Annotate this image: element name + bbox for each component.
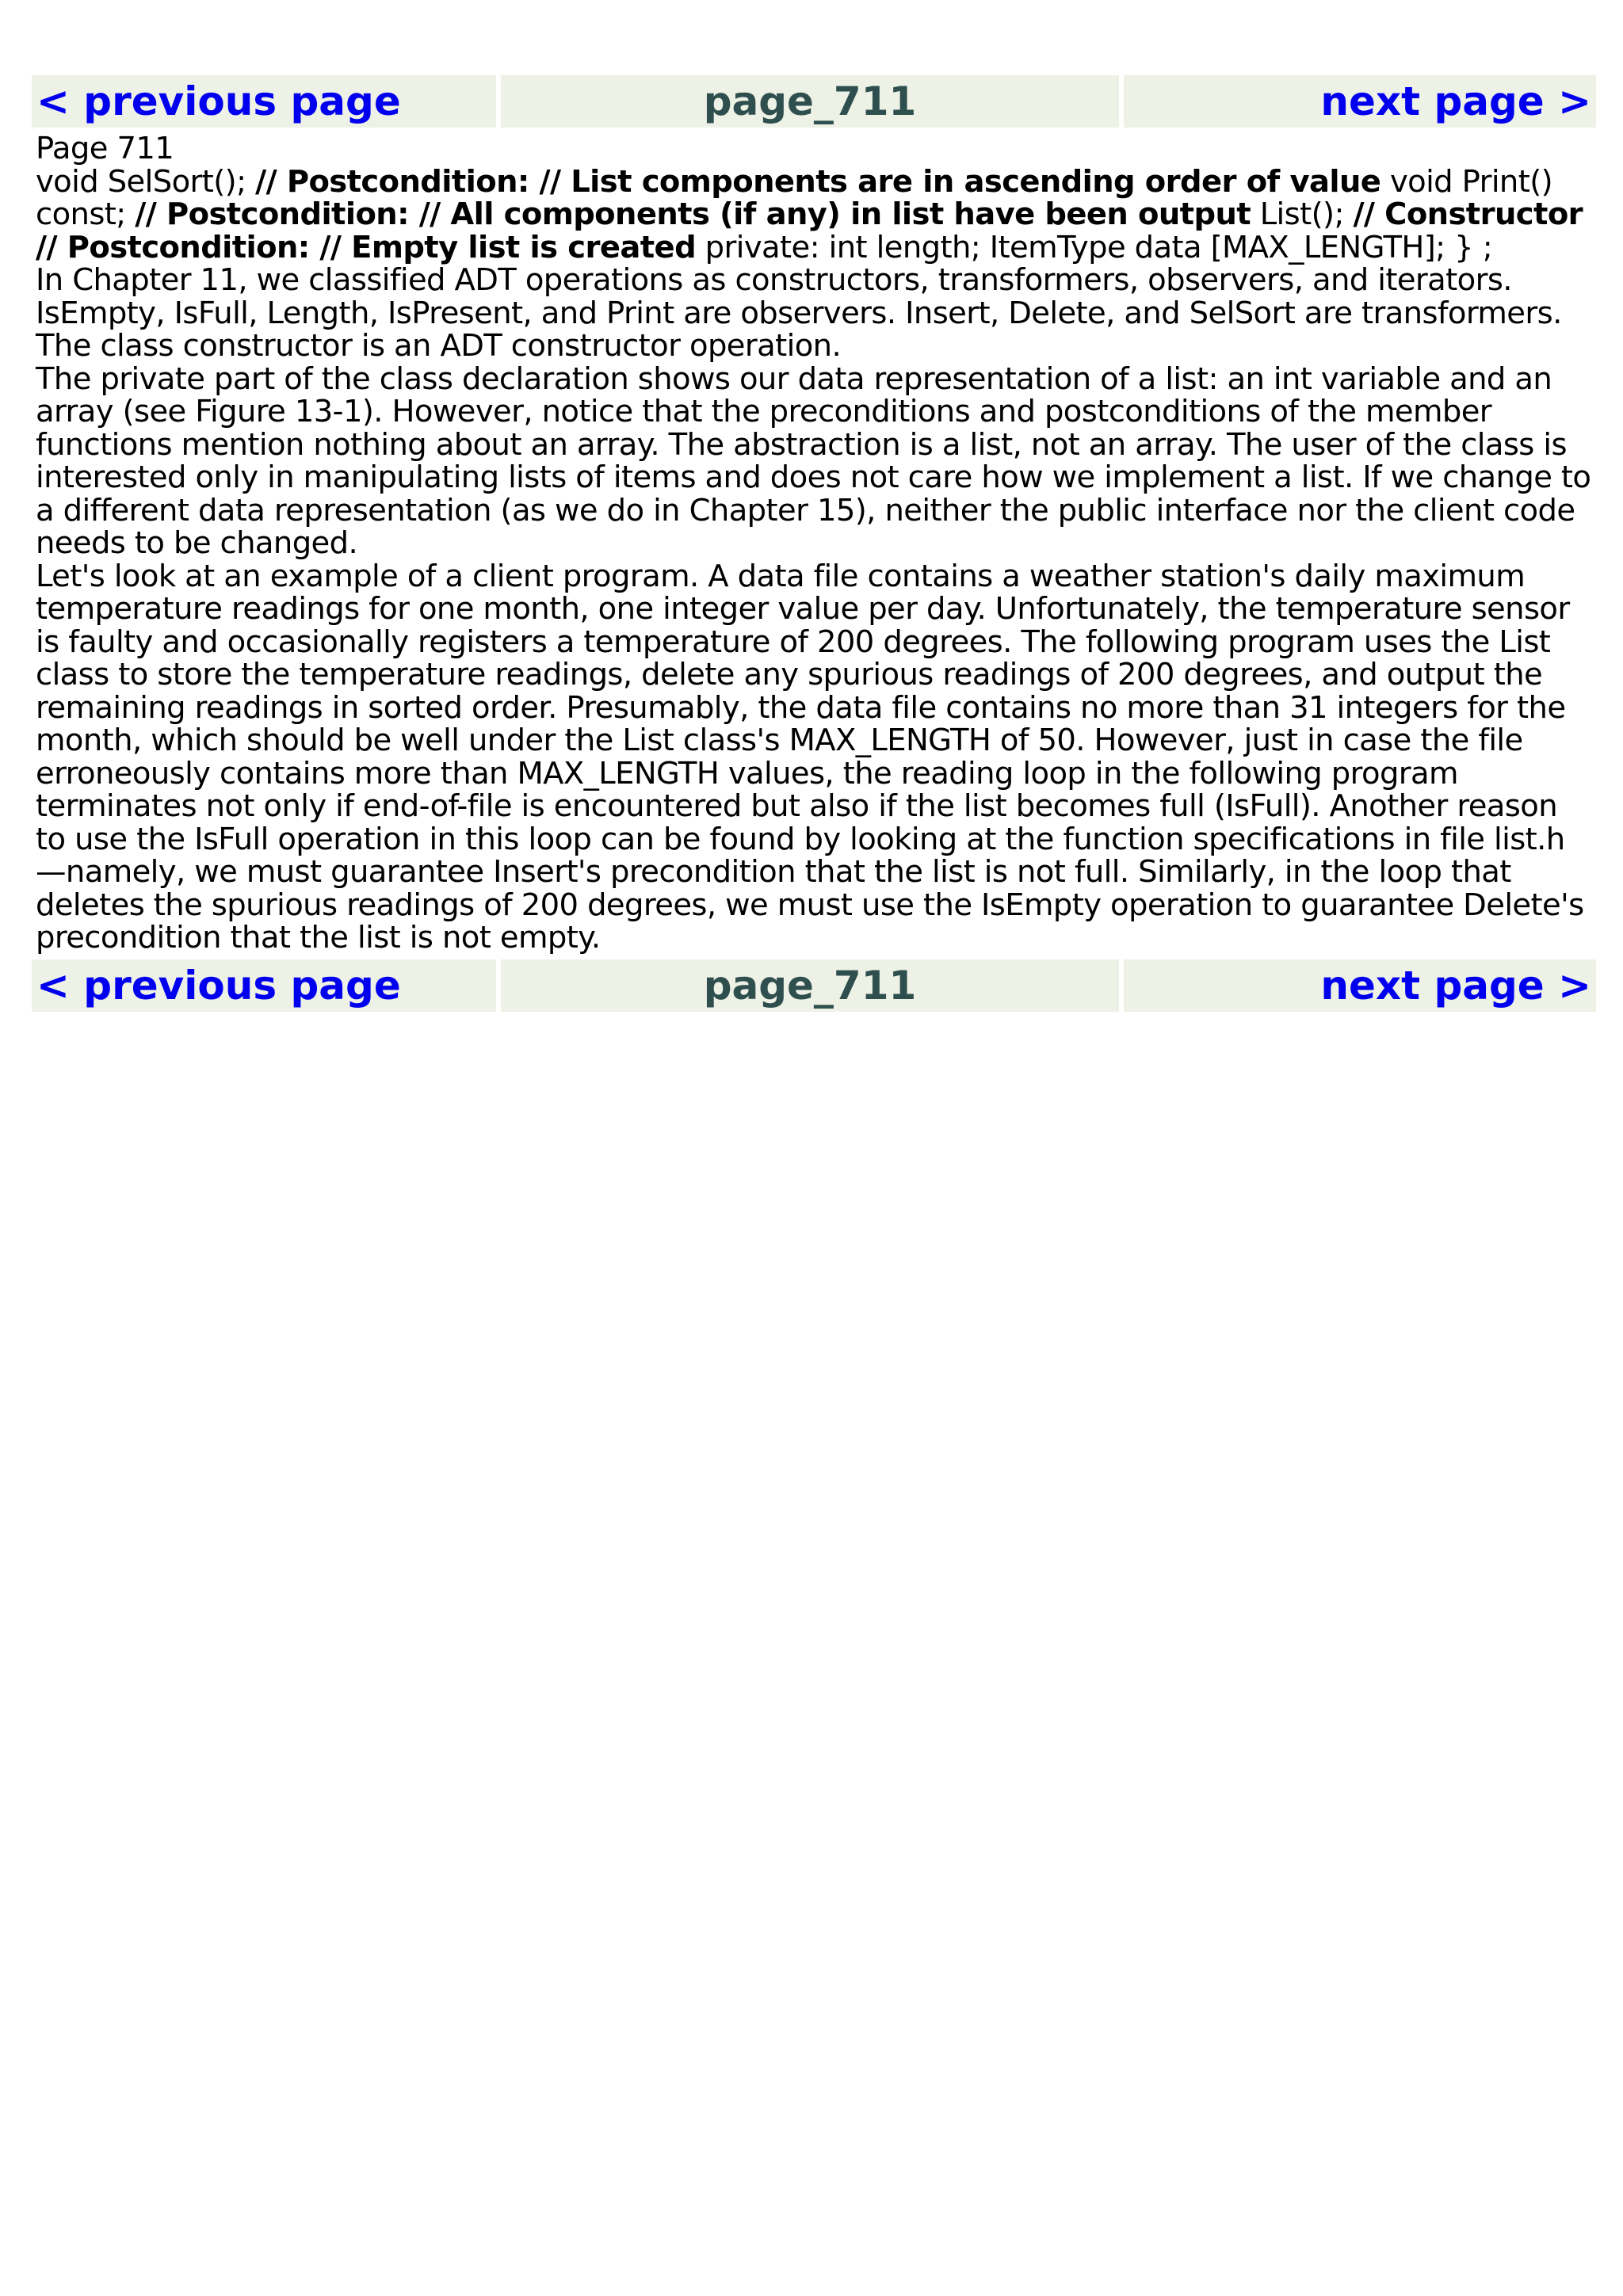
bottom-previous-page-link[interactable]: < previous page	[32, 959, 496, 1012]
bottom-navigation-bar	[32, 959, 1596, 1012]
top-next-page-link[interactable]: next page >	[1124, 75, 1596, 128]
page-content	[32, 128, 1596, 959]
code-text-2: void Print() const;	[36, 163, 1553, 232]
code-text-4: private: int length; ItemType data [MAX_LENGTH]; } ;	[696, 229, 1493, 265]
top-page-indicator: page_711	[501, 75, 1119, 128]
top-navigation-bar	[32, 75, 1596, 128]
top-previous-page-link[interactable]: < previous page	[32, 75, 496, 128]
code-comment-1: // Postcondition: // List components are in ascending order of value	[255, 163, 1381, 200]
code-block	[36, 163, 1593, 265]
page-heading: Page 711	[36, 131, 174, 166]
paragraph-client-program: Let's look at an example of a client program. A data file contains a weather station's daily maximum temperature readings for one month, one integer value per day. Unfortunately, the temperature sensor is faulty and occasionally registers a temperature of 200 degrees. The following program uses the List class to store the temperature readings, delete any spurious readings of 200 degrees, and output the remaining readings in sorted order. Presumably, the data file contains no more than 31 integers for the month, which should be well under the List class's MAX_LENGTH of 50. However, just in case the file erroneously contains more than MAX_LENGTH values, the reading loop in the following program terminates not only if end-of-file is encountered but also if the list becomes full (IsFull). Another reason to use the IsFull operation in this loop can be found by looking at the function specifications in file list.h—namely, we must guarantee Insert's precondition that the list is not full. Similarly, in the loop that deletes the spurious readings of 200 degrees, we must use the IsEmpty operation to guarantee Delete's precondition that the list is not empty.	[36, 558, 1584, 955]
bottom-next-page-link[interactable]: next page >	[1124, 959, 1596, 1012]
code-text-1: void SelSort();	[36, 163, 256, 200]
page-wrapper	[32, 75, 1596, 1012]
code-comment-2: // Postcondition: // All components (if any) in list have been output	[135, 196, 1251, 232]
bottom-page-indicator: page_711	[501, 959, 1119, 1012]
code-text-3: List();	[1251, 196, 1354, 232]
paragraph-data-representation: The private part of the class declaration shows our data representation of a list: an int variable and an array (see Figure 13-1). However, notice that the preconditions and postconditions of the member functions mention nothing about an array. The abstraction is a list, not an array. The user of the class is interested only in manipulating lists of items and does not care how we implement a list. If we change to a different data representation (as we do in Chapter 15), neither the public interface nor the client code needs to be changed.	[36, 360, 1591, 561]
paragraph-adt-operations: In Chapter 11, we classified ADT operations as constructors, transformers, observers, and iterators. IsEmpty, IsFull, Length, IsPresent, and Print are observers. Insert, Delete, and SelSort are transformers. The class constructor is an ADT constructor operation.	[36, 262, 1562, 364]
code-comment-3: // Constructor // Postcondition: // Empty list is created	[36, 196, 1583, 265]
